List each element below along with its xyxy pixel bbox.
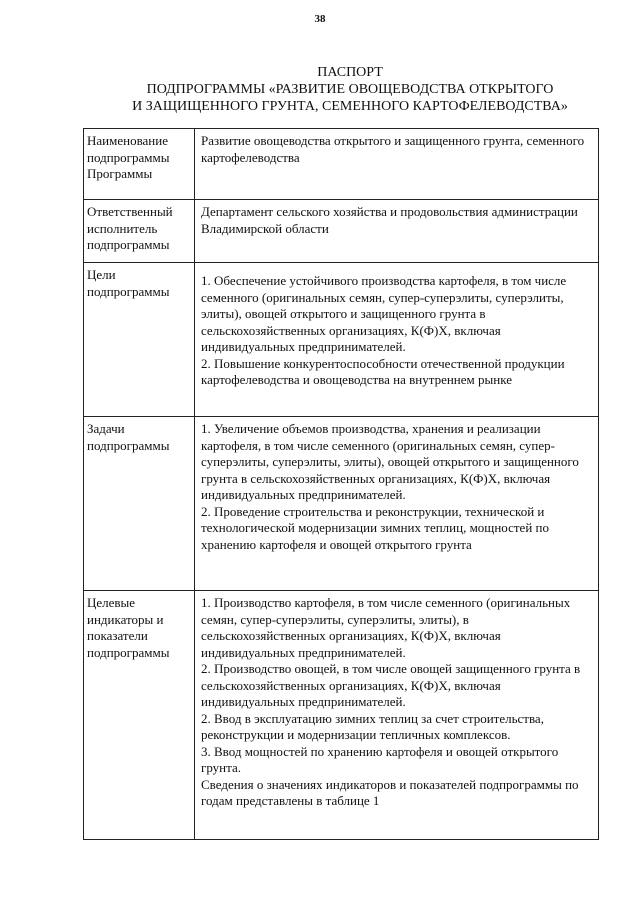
row-label: Целевые индикаторы и показатели подпрограммы [84, 591, 195, 840]
title-line-1: ПАСПОРТ [317, 65, 383, 80]
row-paragraph: 2. Проведение строительства и реконструкции, технической и технологической модернизации зимних теплиц, мощностей по хранению картофеля и овощей открытого грунта [201, 503, 549, 552]
row-paragraph: 1. Увеличение объемов производства, хранения и реализации картофеля, в том числе семенного (оригинальных семян, супер-суперэлиты, суперэлиты, элиты), овощей открытого и защищенного грунта в сельскохозяйственных организациях, К(Ф)Х, включая индивидуальных предпринимателей. [201, 421, 579, 502]
row-label: Ответственный исполнитель подпрограммы [84, 200, 195, 263]
table-row [84, 129, 599, 200]
page-number: 38 [314, 13, 326, 25]
row-paragraph: 1. Производство картофеля, в том числе семенного (оригинальных семян, супер-суперэлиты, суперэлиты, элиты), в сельскохозяйственных организациях, К(Ф)Х, включая индивидуальных предпринимателей. [201, 595, 571, 660]
row-label: Задачи подпрограммы [84, 417, 195, 591]
row-value [195, 417, 599, 591]
row-paragraph: 2. Ввод в эксплуатацию зимних теплиц за счет строительства, реконструкции и модернизации тепличных комплексов. [201, 710, 544, 742]
row-paragraph: Департамент сельского хозяйства и продовольствия администрации Владимирской области [201, 204, 578, 236]
table-row [84, 591, 599, 840]
row-value [195, 591, 599, 840]
table-row [84, 263, 599, 417]
row-paragraph: Сведения о значениях индикаторов и показателей подпрограммы по годам представлены в таблице 1 [201, 776, 579, 808]
row-label: Цели подпрограммы [84, 263, 195, 417]
document-title [80, 64, 620, 115]
row-value [195, 129, 599, 200]
table-row [84, 200, 599, 263]
table-row [84, 417, 599, 591]
row-label: Наименование подпрограммы Программы [84, 129, 195, 200]
row-paragraph: 3. Ввод мощностей по хранению картофеля и овощей открытого грунта. [201, 743, 559, 775]
passport-table [83, 128, 599, 840]
row-paragraph: 2. Повышение конкурентоспособности отечественной продукции картофелеводства и овощеводства на внутреннем рынке [201, 355, 565, 387]
row-paragraph: 1. Обеспечение устойчивого производства картофеля, в том числе семенного (оригинальных семян, супер-суперэлиты, суперэлиты, элиты), овощей открытого и защищенного грунта в сельскохозяйственных организациях, К(Ф)Х, включая индивидуальных предпринимателей. [201, 273, 567, 354]
title-line-3: И ЗАЩИЩЕННОГО ГРУНТА, СЕМЕННОГО КАРТОФЕЛЕВОДСТВА» [132, 99, 568, 114]
row-value [195, 263, 599, 417]
row-paragraph: 2. Производство овощей, в том числе овощей защищенного грунта в сельскохозяйственных организациях, К(Ф)Х, включая индивидуальных предпринимателей. [201, 661, 581, 709]
row-value [195, 200, 599, 263]
title-line-2: ПОДПРОГРАММЫ «РАЗВИТИЕ ОВОЩЕВОДСТВА ОТКРЫТОГО [146, 82, 554, 97]
row-paragraph: Развитие овощеводства открытого и защищенного грунта, семенного картофелеводства [201, 133, 585, 165]
